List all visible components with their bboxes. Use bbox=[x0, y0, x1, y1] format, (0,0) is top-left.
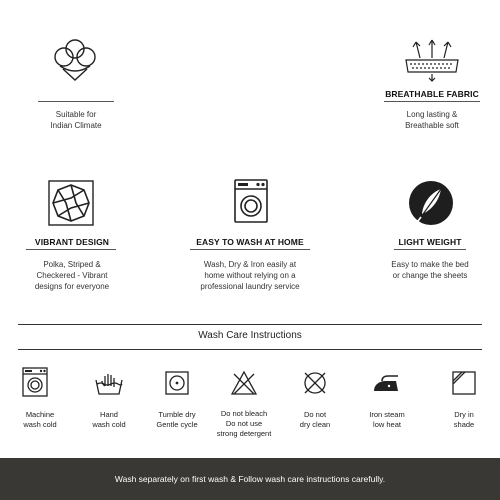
hand-wash-icon bbox=[94, 372, 124, 396]
footer-text: Wash separately on first wash & Follow wash care instructions carefully. bbox=[114, 474, 386, 484]
do-not-bleach-label: Do not bleach Do not use strong detergent bbox=[216, 409, 272, 438]
wash-care-top-rule bbox=[18, 324, 482, 325]
footer-banner bbox=[0, 458, 500, 500]
dry-in-shade-icon bbox=[452, 371, 476, 395]
wash-care-bottom-rule bbox=[18, 349, 482, 350]
do-not-bleach-icon bbox=[230, 370, 258, 396]
machine-wash-label: Machine wash cold bbox=[23, 410, 57, 429]
vibrant-title: VIBRANT DESIGN bbox=[34, 237, 110, 247]
vibrant-design-icon bbox=[48, 180, 94, 226]
vibrant-desc: Polka, Striped & Checkered - Vibrant designs for everyone bbox=[34, 260, 110, 291]
breathable-desc: Long lasting & Breathable soft bbox=[405, 110, 459, 130]
hand-wash-label: Hand wash cold bbox=[92, 410, 126, 429]
iron-steam-icon bbox=[370, 374, 402, 394]
lightweight-desc: Easy to make the bed or change the sheets bbox=[391, 260, 469, 280]
cotton-icon bbox=[50, 36, 100, 82]
dry-in-shade-label: Dry in shade bbox=[453, 410, 475, 429]
washing-machine-icon bbox=[233, 178, 269, 224]
tumble-dry-label: Tumble dry Gentle cycle bbox=[156, 410, 198, 429]
climate-desc: Suitable for Indian Climate bbox=[50, 110, 102, 130]
tumble-dry-icon bbox=[165, 371, 189, 395]
easywash-underline bbox=[190, 249, 310, 250]
lightweight-underline bbox=[394, 249, 466, 250]
climate-underline bbox=[38, 101, 114, 102]
wash-care-heading: Wash Care Instructions bbox=[198, 330, 302, 341]
iron-steam-label: Iron steam low heat bbox=[369, 410, 405, 429]
breathable-fabric-icon bbox=[400, 38, 464, 82]
do-not-dry-clean-label: Do not dry clean bbox=[299, 410, 331, 429]
breathable-title: BREATHABLE FABRIC bbox=[385, 89, 479, 99]
feather-icon bbox=[408, 180, 454, 226]
breathable-underline bbox=[384, 101, 480, 102]
vibrant-underline bbox=[26, 249, 116, 250]
machine-wash-icon bbox=[22, 367, 48, 397]
do-not-dry-clean-icon bbox=[302, 370, 328, 396]
easywash-title: EASY TO WASH AT HOME bbox=[196, 237, 304, 247]
easywash-desc: Wash, Dry & Iron easily at home without relying on a professional laundry service bbox=[200, 260, 300, 291]
lightweight-title: LIGHT WEIGHT bbox=[398, 237, 462, 247]
